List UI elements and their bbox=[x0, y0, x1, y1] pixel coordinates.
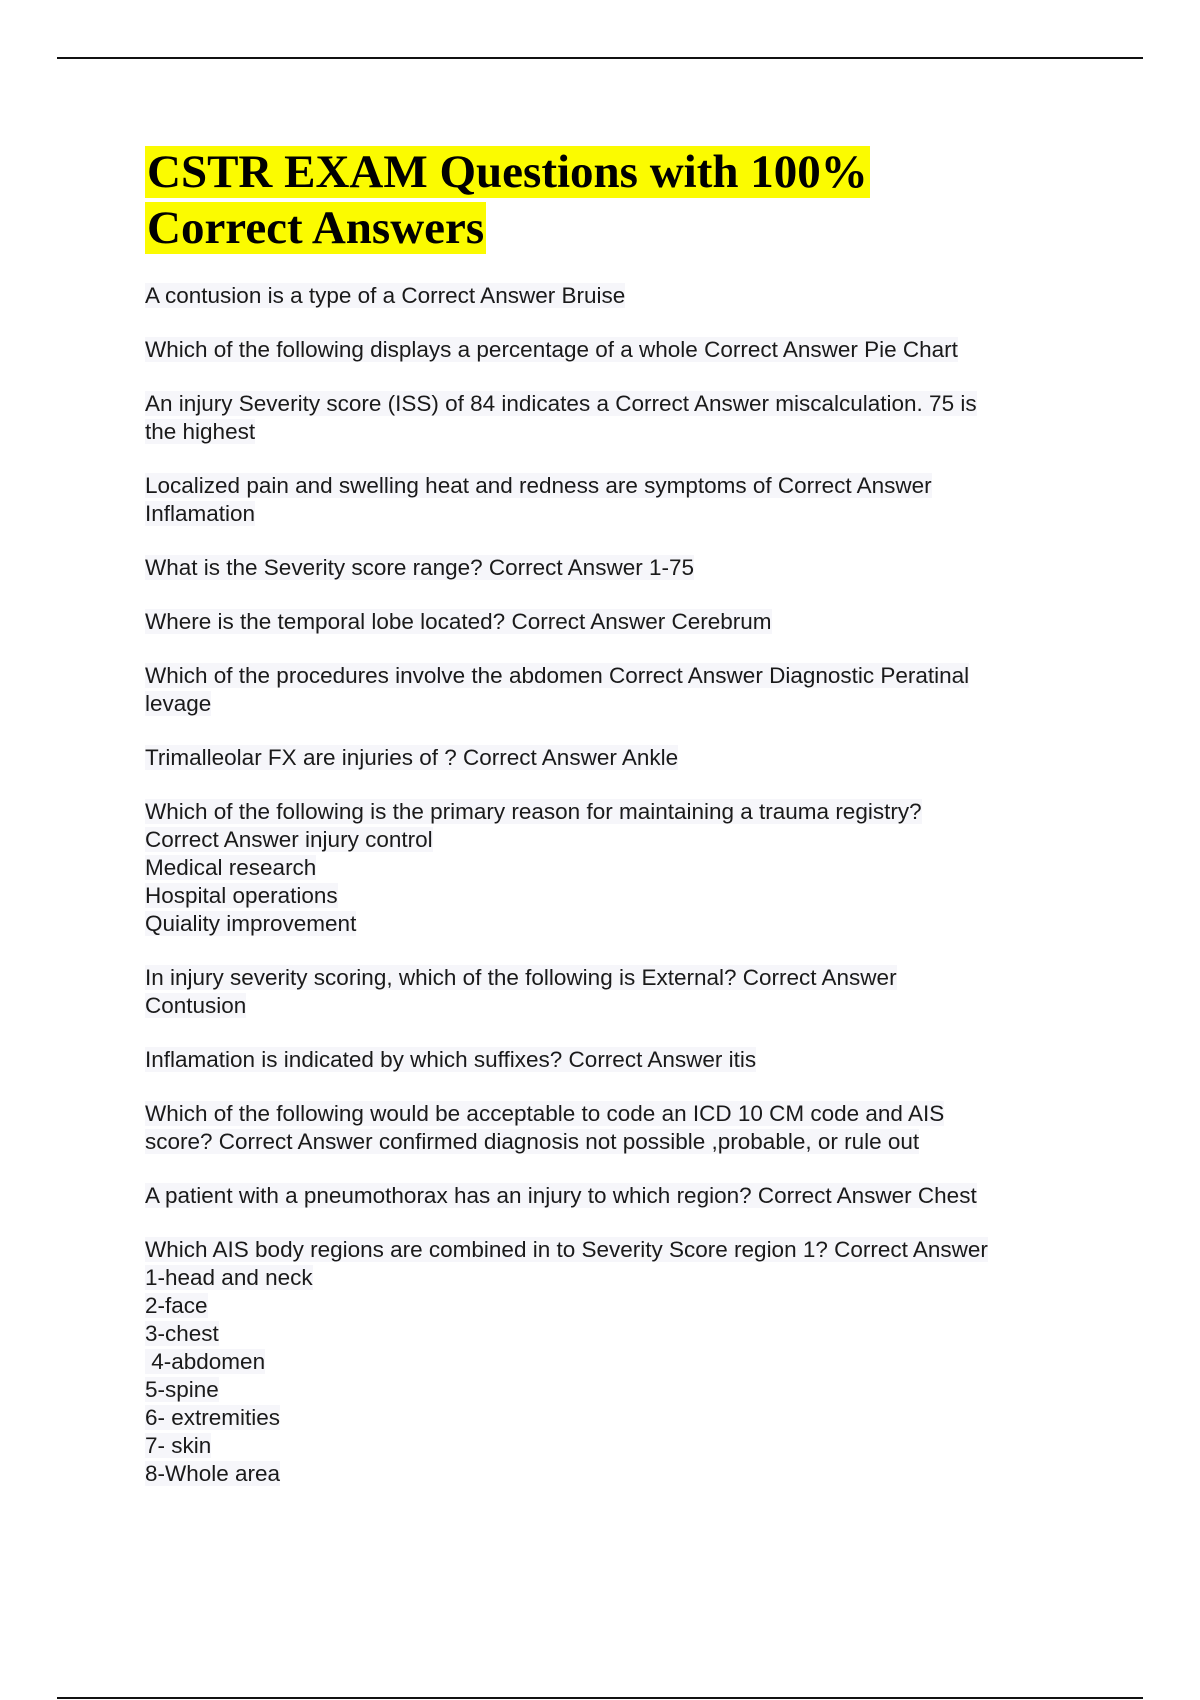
qa-line bbox=[145, 1128, 1065, 1156]
qa-line bbox=[145, 1100, 1065, 1128]
qa-line-text: Quiality improvement bbox=[145, 911, 357, 936]
qa-line-text: Which of the following displays a percentage of a whole Correct Answer Pie Chart bbox=[145, 337, 958, 362]
qa-line-text: A contusion is a type of a Correct Answer Bruise bbox=[145, 283, 626, 308]
qa-line bbox=[145, 910, 1065, 938]
qa-line bbox=[145, 826, 1065, 854]
qa-line-text: 4-abdomen bbox=[145, 1349, 266, 1374]
qa-line-text: 5-spine bbox=[145, 1377, 219, 1402]
qa-line-text: Which AIS body regions are combined in to Severity Score region 1? Correct Answer bbox=[145, 1237, 988, 1262]
qa-line bbox=[145, 500, 1065, 528]
qa-line bbox=[145, 608, 1065, 636]
qa-line bbox=[145, 282, 1065, 310]
qa-line bbox=[145, 1404, 1065, 1432]
qa-item bbox=[145, 744, 1065, 772]
qa-line-text: the highest bbox=[145, 419, 256, 444]
top-rule bbox=[57, 57, 1143, 59]
qa-line bbox=[145, 1046, 1065, 1074]
qa-line bbox=[145, 1460, 1065, 1488]
qa-line-text: Localized pain and swelling heat and redness are symptoms of Correct Answer bbox=[145, 473, 932, 498]
qa-line bbox=[145, 1182, 1065, 1210]
qa-item bbox=[145, 1100, 1065, 1156]
qa-line-text: 1-head and neck bbox=[145, 1265, 313, 1290]
qa-line bbox=[145, 390, 1065, 418]
qa-line bbox=[145, 662, 1065, 690]
bottom-rule bbox=[57, 1697, 1143, 1699]
qa-line-text: Trimalleolar FX are injuries of ? Correct Answer Ankle bbox=[145, 745, 679, 770]
qa-item bbox=[145, 336, 1065, 364]
qa-item bbox=[145, 472, 1065, 528]
qa-line bbox=[145, 472, 1065, 500]
qa-line-text: 8-Whole area bbox=[145, 1461, 281, 1486]
qa-item bbox=[145, 798, 1065, 938]
qa-line-text: 7- skin bbox=[145, 1433, 212, 1458]
qa-line bbox=[145, 336, 1065, 364]
document-title bbox=[145, 144, 1065, 256]
qa-list bbox=[145, 282, 1065, 1488]
title-line: CSTR EXAM Questions with 100% bbox=[147, 146, 868, 198]
qa-line-text: A patient with a pneumothorax has an injury to which region? Correct Answer Chest bbox=[145, 1183, 977, 1208]
qa-item bbox=[145, 1046, 1065, 1074]
qa-item bbox=[145, 282, 1065, 310]
qa-line bbox=[145, 744, 1065, 772]
qa-line-text: Which of the following would be acceptable to code an ICD 10 CM code and AIS bbox=[145, 1101, 945, 1126]
qa-line-text: levage bbox=[145, 691, 212, 716]
qa-line-text: Correct Answer injury control bbox=[145, 827, 433, 852]
qa-line bbox=[145, 1264, 1065, 1292]
qa-item bbox=[145, 662, 1065, 718]
title-line: Correct Answers bbox=[147, 202, 485, 254]
qa-line-text: Which of the following is the primary reason for maintaining a trauma registry? bbox=[145, 799, 922, 824]
qa-line-text: 6- extremities bbox=[145, 1405, 281, 1430]
qa-item bbox=[145, 1182, 1065, 1210]
qa-line-text: score? Correct Answer confirmed diagnosis not possible ,probable, or rule out bbox=[145, 1129, 920, 1154]
qa-line bbox=[145, 1376, 1065, 1404]
qa-line bbox=[145, 882, 1065, 910]
qa-line-text: 3-chest bbox=[145, 1321, 219, 1346]
qa-line bbox=[145, 1432, 1065, 1460]
qa-item bbox=[145, 608, 1065, 636]
qa-line bbox=[145, 1292, 1065, 1320]
qa-line-text: Contusion bbox=[145, 993, 247, 1018]
qa-line-text: Which of the procedures involve the abdomen Correct Answer Diagnostic Peratinal bbox=[145, 663, 970, 688]
qa-item bbox=[145, 554, 1065, 582]
qa-line bbox=[145, 964, 1065, 992]
qa-line-text: What is the Severity score range? Correct Answer 1-75 bbox=[145, 555, 694, 580]
qa-item bbox=[145, 390, 1065, 446]
qa-line bbox=[145, 1236, 1065, 1264]
qa-line bbox=[145, 798, 1065, 826]
qa-line bbox=[145, 992, 1065, 1020]
qa-item bbox=[145, 1236, 1065, 1488]
qa-line-text: Inflamation is indicated by which suffixes? Correct Answer itis bbox=[145, 1047, 757, 1072]
qa-line-text: 2-face bbox=[145, 1293, 208, 1318]
qa-line bbox=[145, 854, 1065, 882]
qa-line bbox=[145, 418, 1065, 446]
qa-line-text: In injury severity scoring, which of the following is External? Correct Answer bbox=[145, 965, 897, 990]
qa-line bbox=[145, 554, 1065, 582]
qa-line bbox=[145, 1348, 1065, 1376]
qa-line bbox=[145, 1320, 1065, 1348]
qa-line-text: An injury Severity score (ISS) of 84 indicates a Correct Answer miscalculation. 75 is bbox=[145, 391, 977, 416]
qa-line-text: Inflamation bbox=[145, 501, 256, 526]
qa-line-text: Medical research bbox=[145, 855, 317, 880]
qa-item bbox=[145, 964, 1065, 1020]
document-body bbox=[145, 144, 1065, 1514]
qa-line-text: Hospital operations bbox=[145, 883, 338, 908]
qa-line-text: Where is the temporal lobe located? Correct Answer Cerebrum bbox=[145, 609, 772, 634]
qa-line bbox=[145, 690, 1065, 718]
